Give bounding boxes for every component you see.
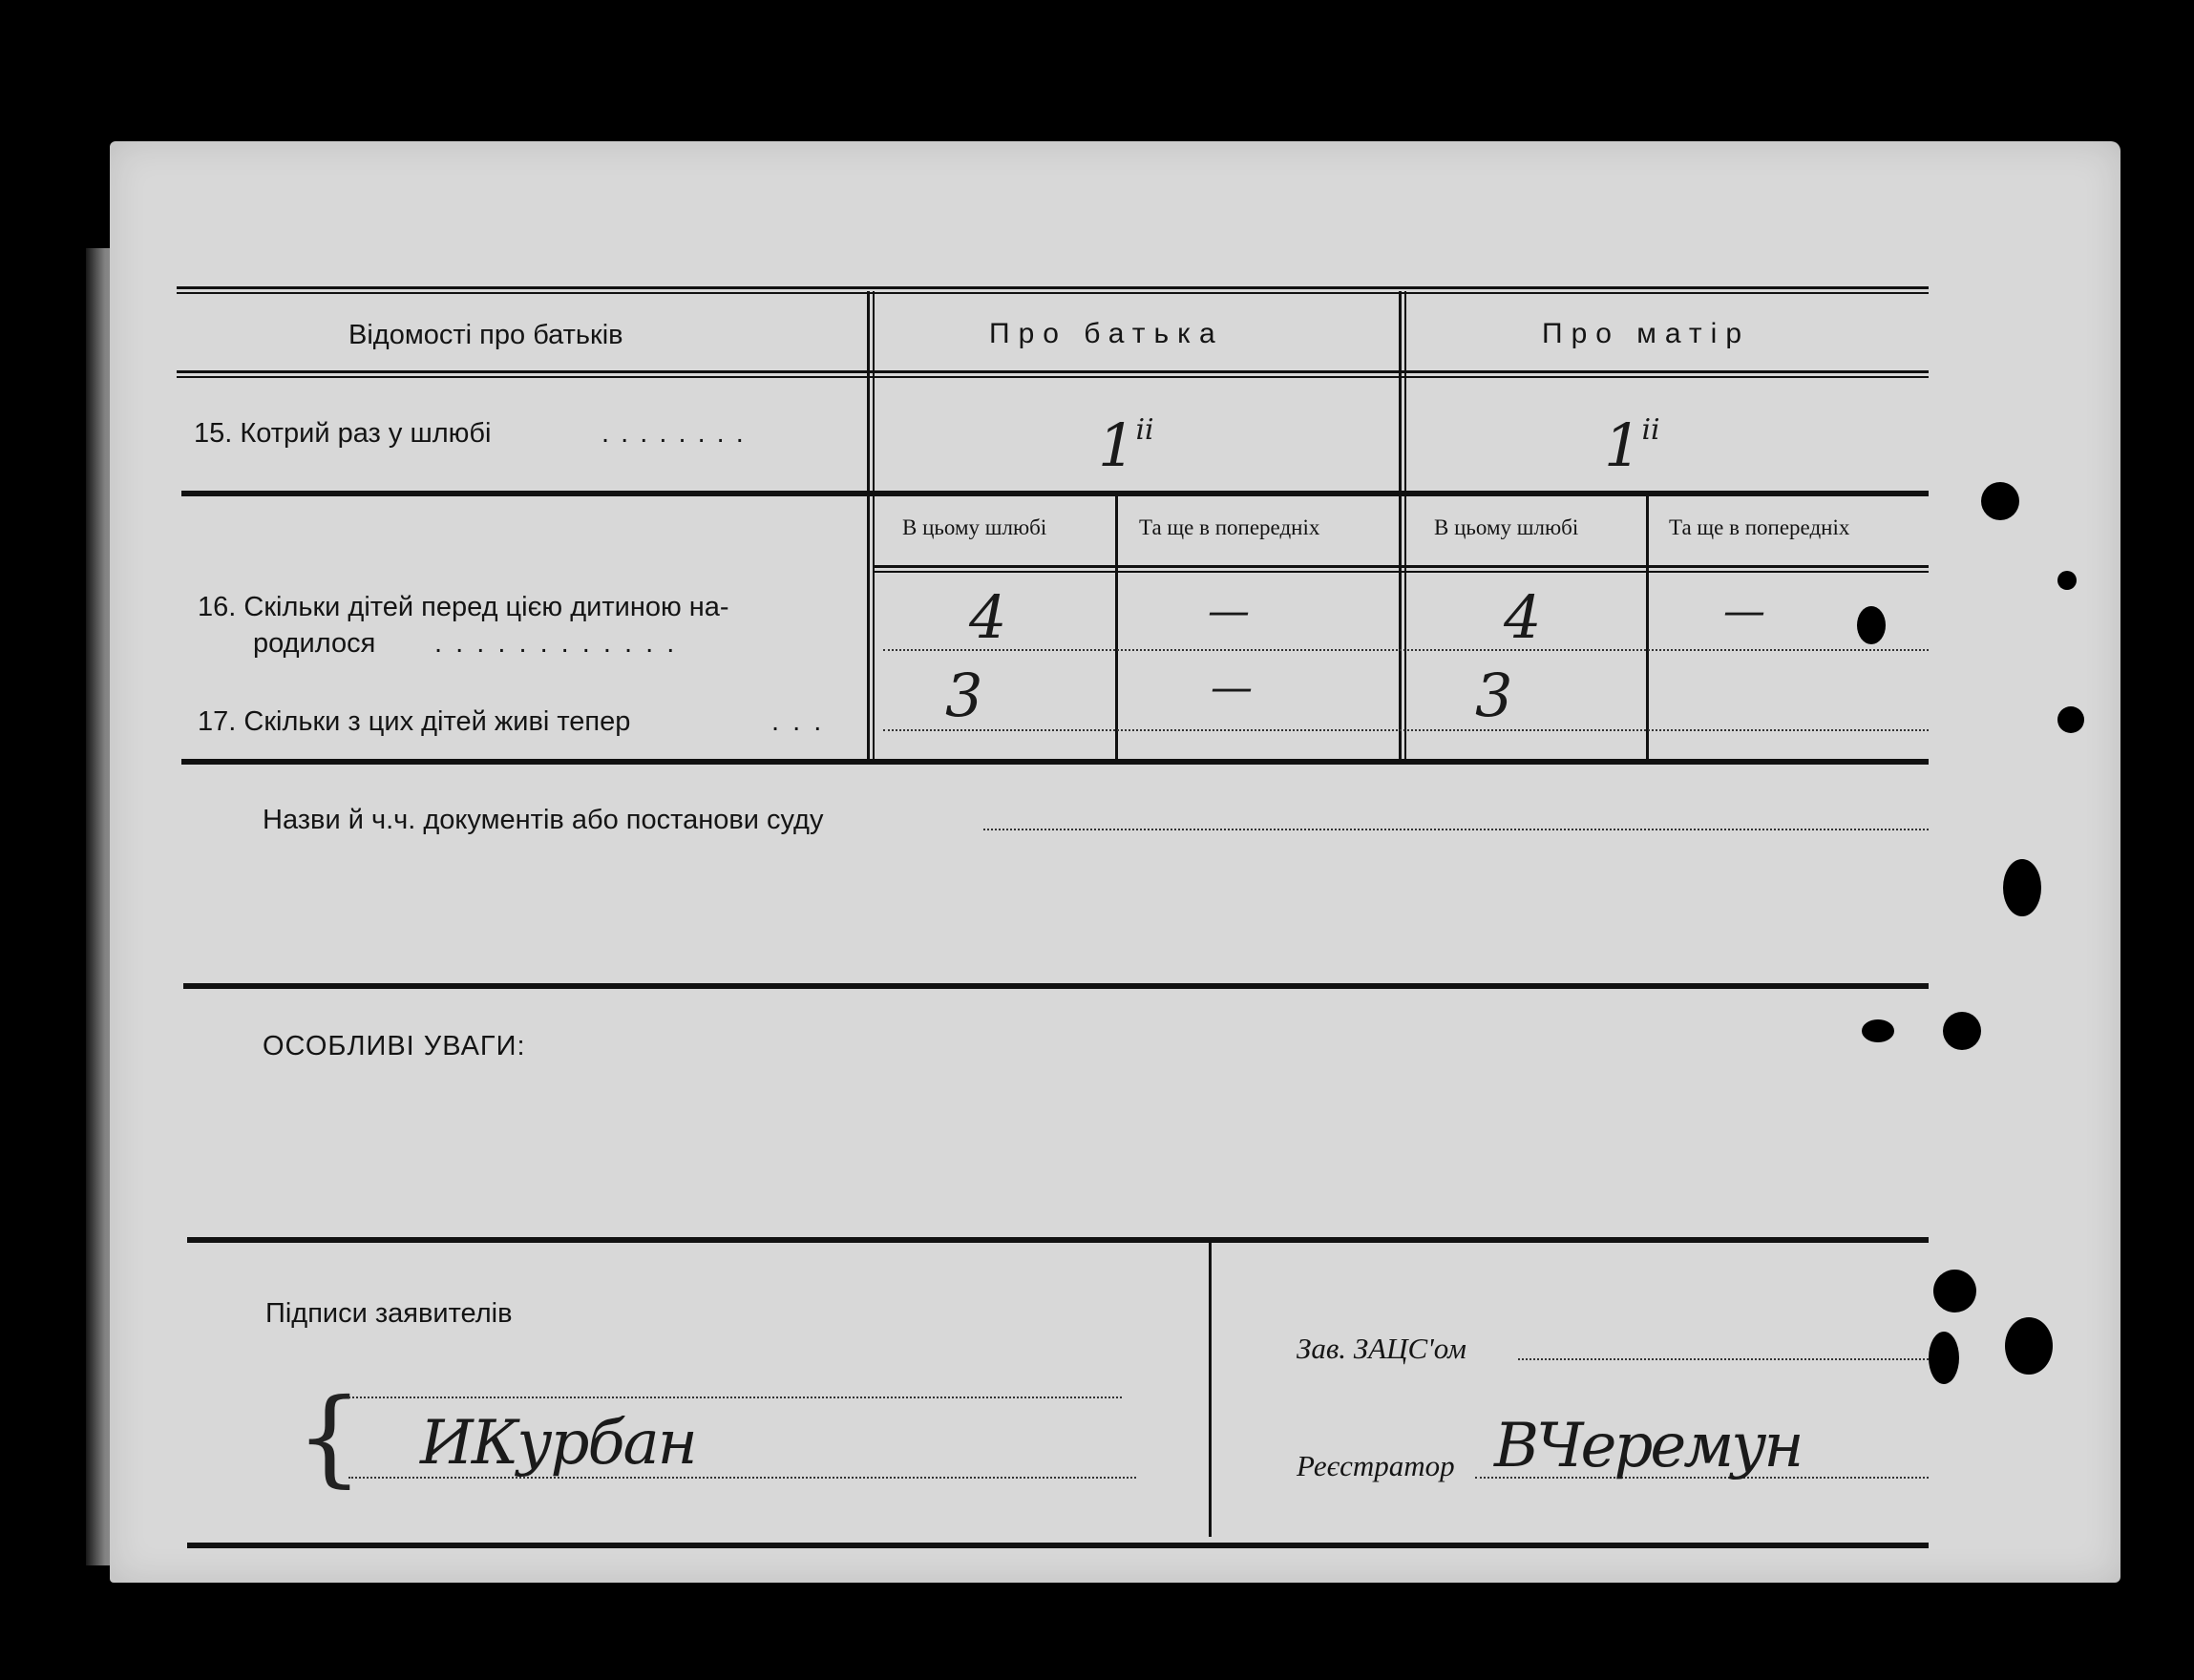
row17-mother-this: 3	[1475, 661, 1513, 730]
row17-father-this: 3	[945, 661, 983, 730]
row17-father-prev: —	[1211, 663, 1253, 712]
applicant-signature: ИКурбан	[420, 1408, 696, 1479]
subheader-bottom-rule	[874, 565, 1929, 573]
punch-hole	[2057, 706, 2084, 733]
subheader-father-this: В цьому шлюбі	[902, 515, 1047, 539]
row16-dots: . . . . . . . . . . . .	[434, 628, 678, 659]
documents-bottom-rule	[183, 983, 1929, 989]
header-father: Про батька	[989, 318, 1224, 349]
head-dotted-line	[1518, 1358, 1929, 1360]
head-label: Зав. ЗАЦС'ом	[1297, 1332, 1466, 1365]
header-info: Відомості про батьків	[348, 320, 623, 350]
punch-hole	[1929, 1332, 1959, 1384]
applicants-label: Підписи заявителів	[265, 1298, 513, 1329]
row17-dotted-rule	[883, 729, 1929, 731]
applicants-brace: {	[296, 1376, 363, 1498]
row16-dotted-rule	[883, 649, 1929, 651]
row15-father-value: 1$^{ii}$	[1098, 410, 1154, 480]
punch-hole	[1933, 1270, 1976, 1312]
punch-hole	[1981, 482, 2019, 520]
document-card	[110, 141, 2120, 1583]
row16-label-line2: родилося	[253, 628, 376, 659]
header-mother: Про матір	[1542, 318, 1751, 349]
header-bottom-rule	[177, 370, 1929, 378]
row16-mother-this: 4	[1504, 582, 1542, 652]
row17-dots: . . .	[771, 706, 825, 737]
subheader-mother-this: В цьому шлюбі	[1434, 515, 1579, 539]
row16-label-line1: 16. Скільки дітей перед цією дитиною на-	[198, 592, 729, 622]
row15-label: 15. Котрий раз у шлюбі	[194, 418, 492, 449]
row17-label: 17. Скільки з цих дітей живі тепер	[198, 706, 631, 737]
punch-hole	[1943, 1012, 1981, 1050]
subcol-divider-father	[1115, 496, 1118, 759]
row16-father-prev: —	[1208, 587, 1250, 636]
applicant-line-1	[348, 1396, 1122, 1398]
row16-mother-prev: —	[1723, 587, 1765, 636]
row15-mother-value: 1$^{ii}$	[1604, 410, 1660, 480]
subheader-mother-previous: Та ще в попередніх	[1669, 515, 1850, 539]
row15-bottom-rule	[181, 491, 1929, 496]
documents-dotted-line	[983, 829, 1929, 830]
documents-label: Назви й ч.ч. документів або постанови суду	[263, 805, 824, 835]
column-divider-mother	[1399, 291, 1406, 761]
page-bottom-rule	[187, 1543, 1929, 1548]
column-divider-father	[867, 291, 875, 761]
remarks-label: ОСОБЛИВІ УВАГИ:	[263, 1031, 526, 1061]
header-top-rule	[177, 286, 1929, 294]
punch-hole	[2003, 859, 2041, 916]
row16-father-this: 4	[969, 582, 1007, 652]
registrar-signature: ВЧеремун	[1494, 1411, 1802, 1481]
punch-hole	[1857, 606, 1886, 644]
punch-hole	[2005, 1317, 2053, 1375]
subheader-father-previous: Та ще в попередніх	[1139, 515, 1320, 539]
signatures-divider	[1209, 1241, 1212, 1537]
row15-dots: . . . . . . . .	[601, 418, 746, 449]
punch-hole	[2057, 571, 2077, 590]
registrar-label: Реєстратор	[1297, 1449, 1455, 1482]
table-bottom-rule	[181, 759, 1929, 765]
punch-hole	[1862, 1019, 1894, 1042]
subcol-divider-mother	[1646, 496, 1649, 759]
remarks-bottom-rule	[187, 1237, 1929, 1243]
